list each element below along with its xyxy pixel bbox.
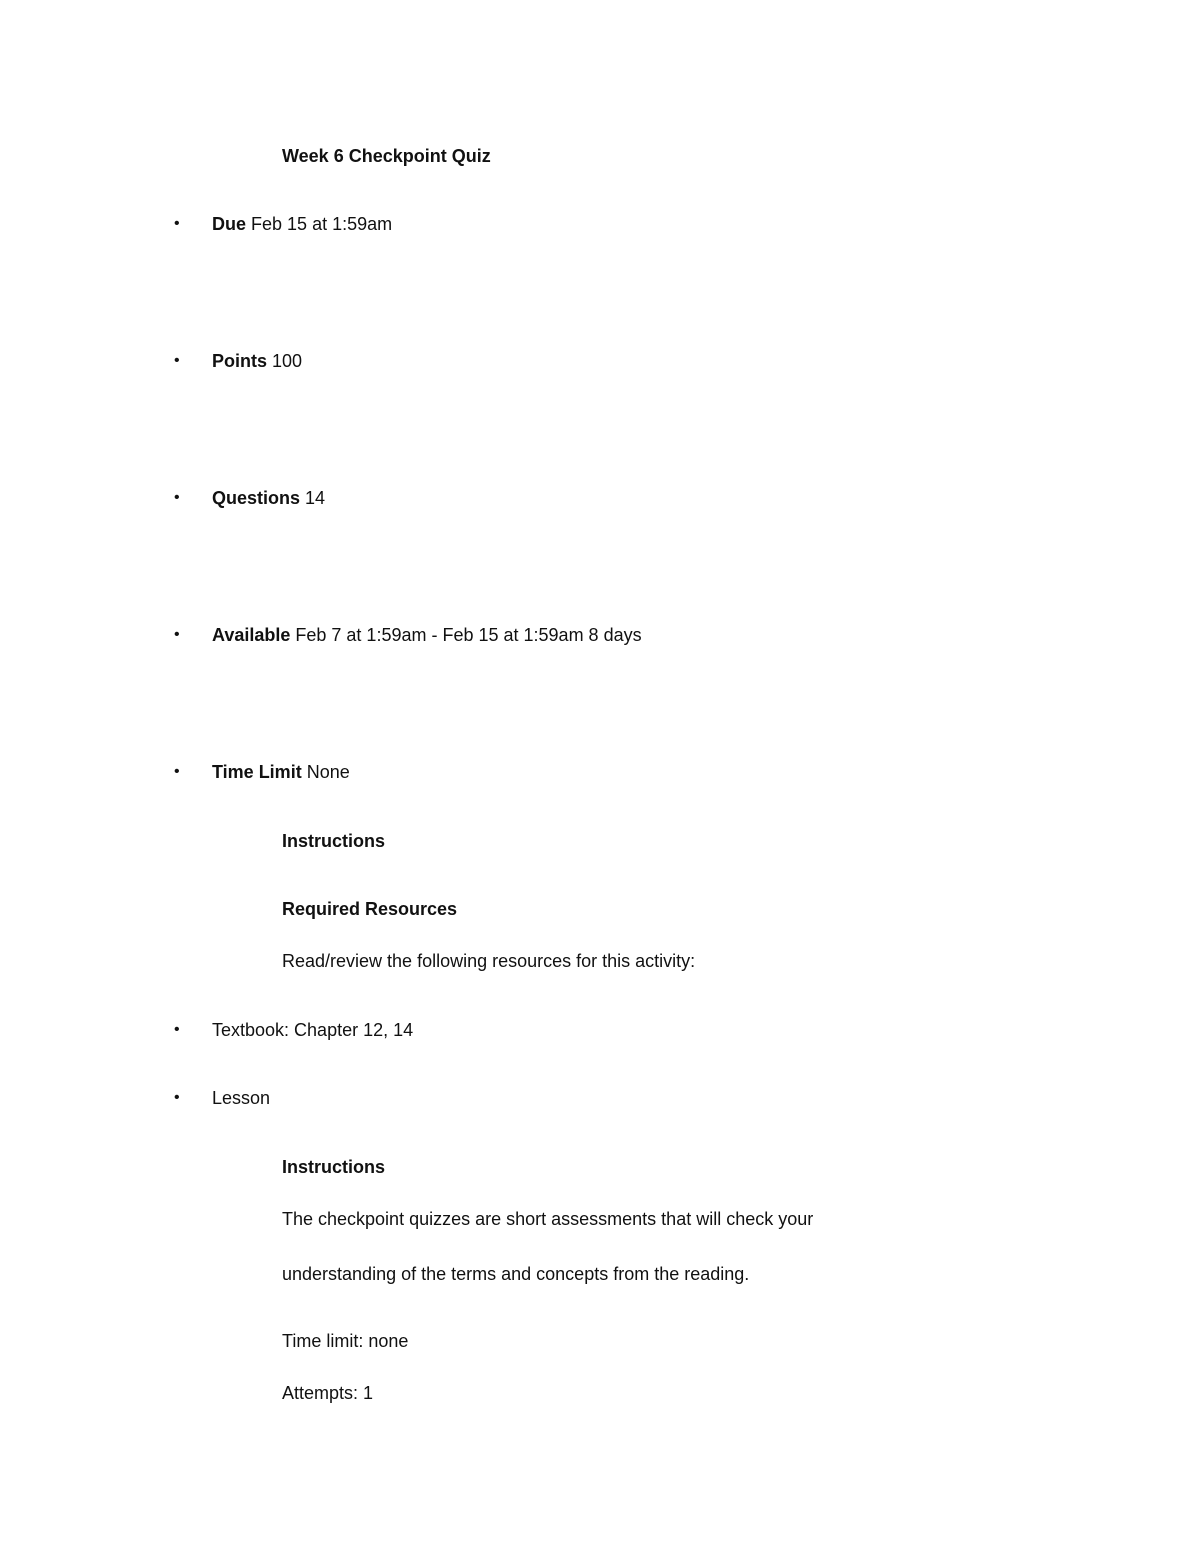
page-title: Week 6 Checkpoint Quiz <box>282 146 491 166</box>
instructions-body-line-2: understanding of the terms and concepts from the reading. <box>282 1264 750 1284</box>
detail-label: Questions <box>212 488 301 508</box>
detail-questions <box>174 487 325 509</box>
required-resources-heading: Required Resources <box>282 899 458 919</box>
detail-label: Time Limit <box>212 762 302 782</box>
attempts-note: Attempts: 1 <box>282 1383 374 1403</box>
bullet-icon: • <box>174 763 180 780</box>
time-limit-note: Time limit: none <box>282 1331 409 1351</box>
resources-intro: Read/review the following resources for this activity: <box>282 951 696 971</box>
bullet-icon: • <box>174 215 180 232</box>
detail-value: 100 <box>272 351 303 371</box>
bullet-icon: • <box>174 489 180 506</box>
instructions-body-line-1: The checkpoint quizzes are short assessments that will check your <box>282 1209 814 1229</box>
detail-points <box>174 350 302 372</box>
resource-item-textbook <box>174 1019 413 1041</box>
bullet-icon: • <box>174 626 180 643</box>
resource-label: Lesson <box>212 1088 271 1108</box>
detail-due <box>174 213 392 235</box>
detail-label: Available <box>212 625 291 645</box>
detail-value: None <box>306 762 350 782</box>
detail-value: Feb 7 at 1:59am - Feb 15 at 1:59am 8 days <box>295 625 642 645</box>
instructions-heading-2: Instructions <box>282 1157 386 1177</box>
bullet-icon: • <box>174 1021 180 1038</box>
detail-value: 14 <box>305 488 326 508</box>
detail-label: Points <box>212 351 268 371</box>
detail-value: Feb 15 at 1:59am <box>251 214 393 234</box>
detail-time-limit <box>174 761 350 783</box>
bullet-icon: • <box>174 352 180 369</box>
detail-available <box>174 624 642 646</box>
resource-item-lesson <box>174 1087 270 1109</box>
resource-label: Textbook: Chapter 12, 14 <box>212 1020 414 1040</box>
detail-label: Due <box>212 214 247 234</box>
bullet-icon: • <box>174 1089 180 1106</box>
instructions-heading: Instructions <box>282 831 386 851</box>
